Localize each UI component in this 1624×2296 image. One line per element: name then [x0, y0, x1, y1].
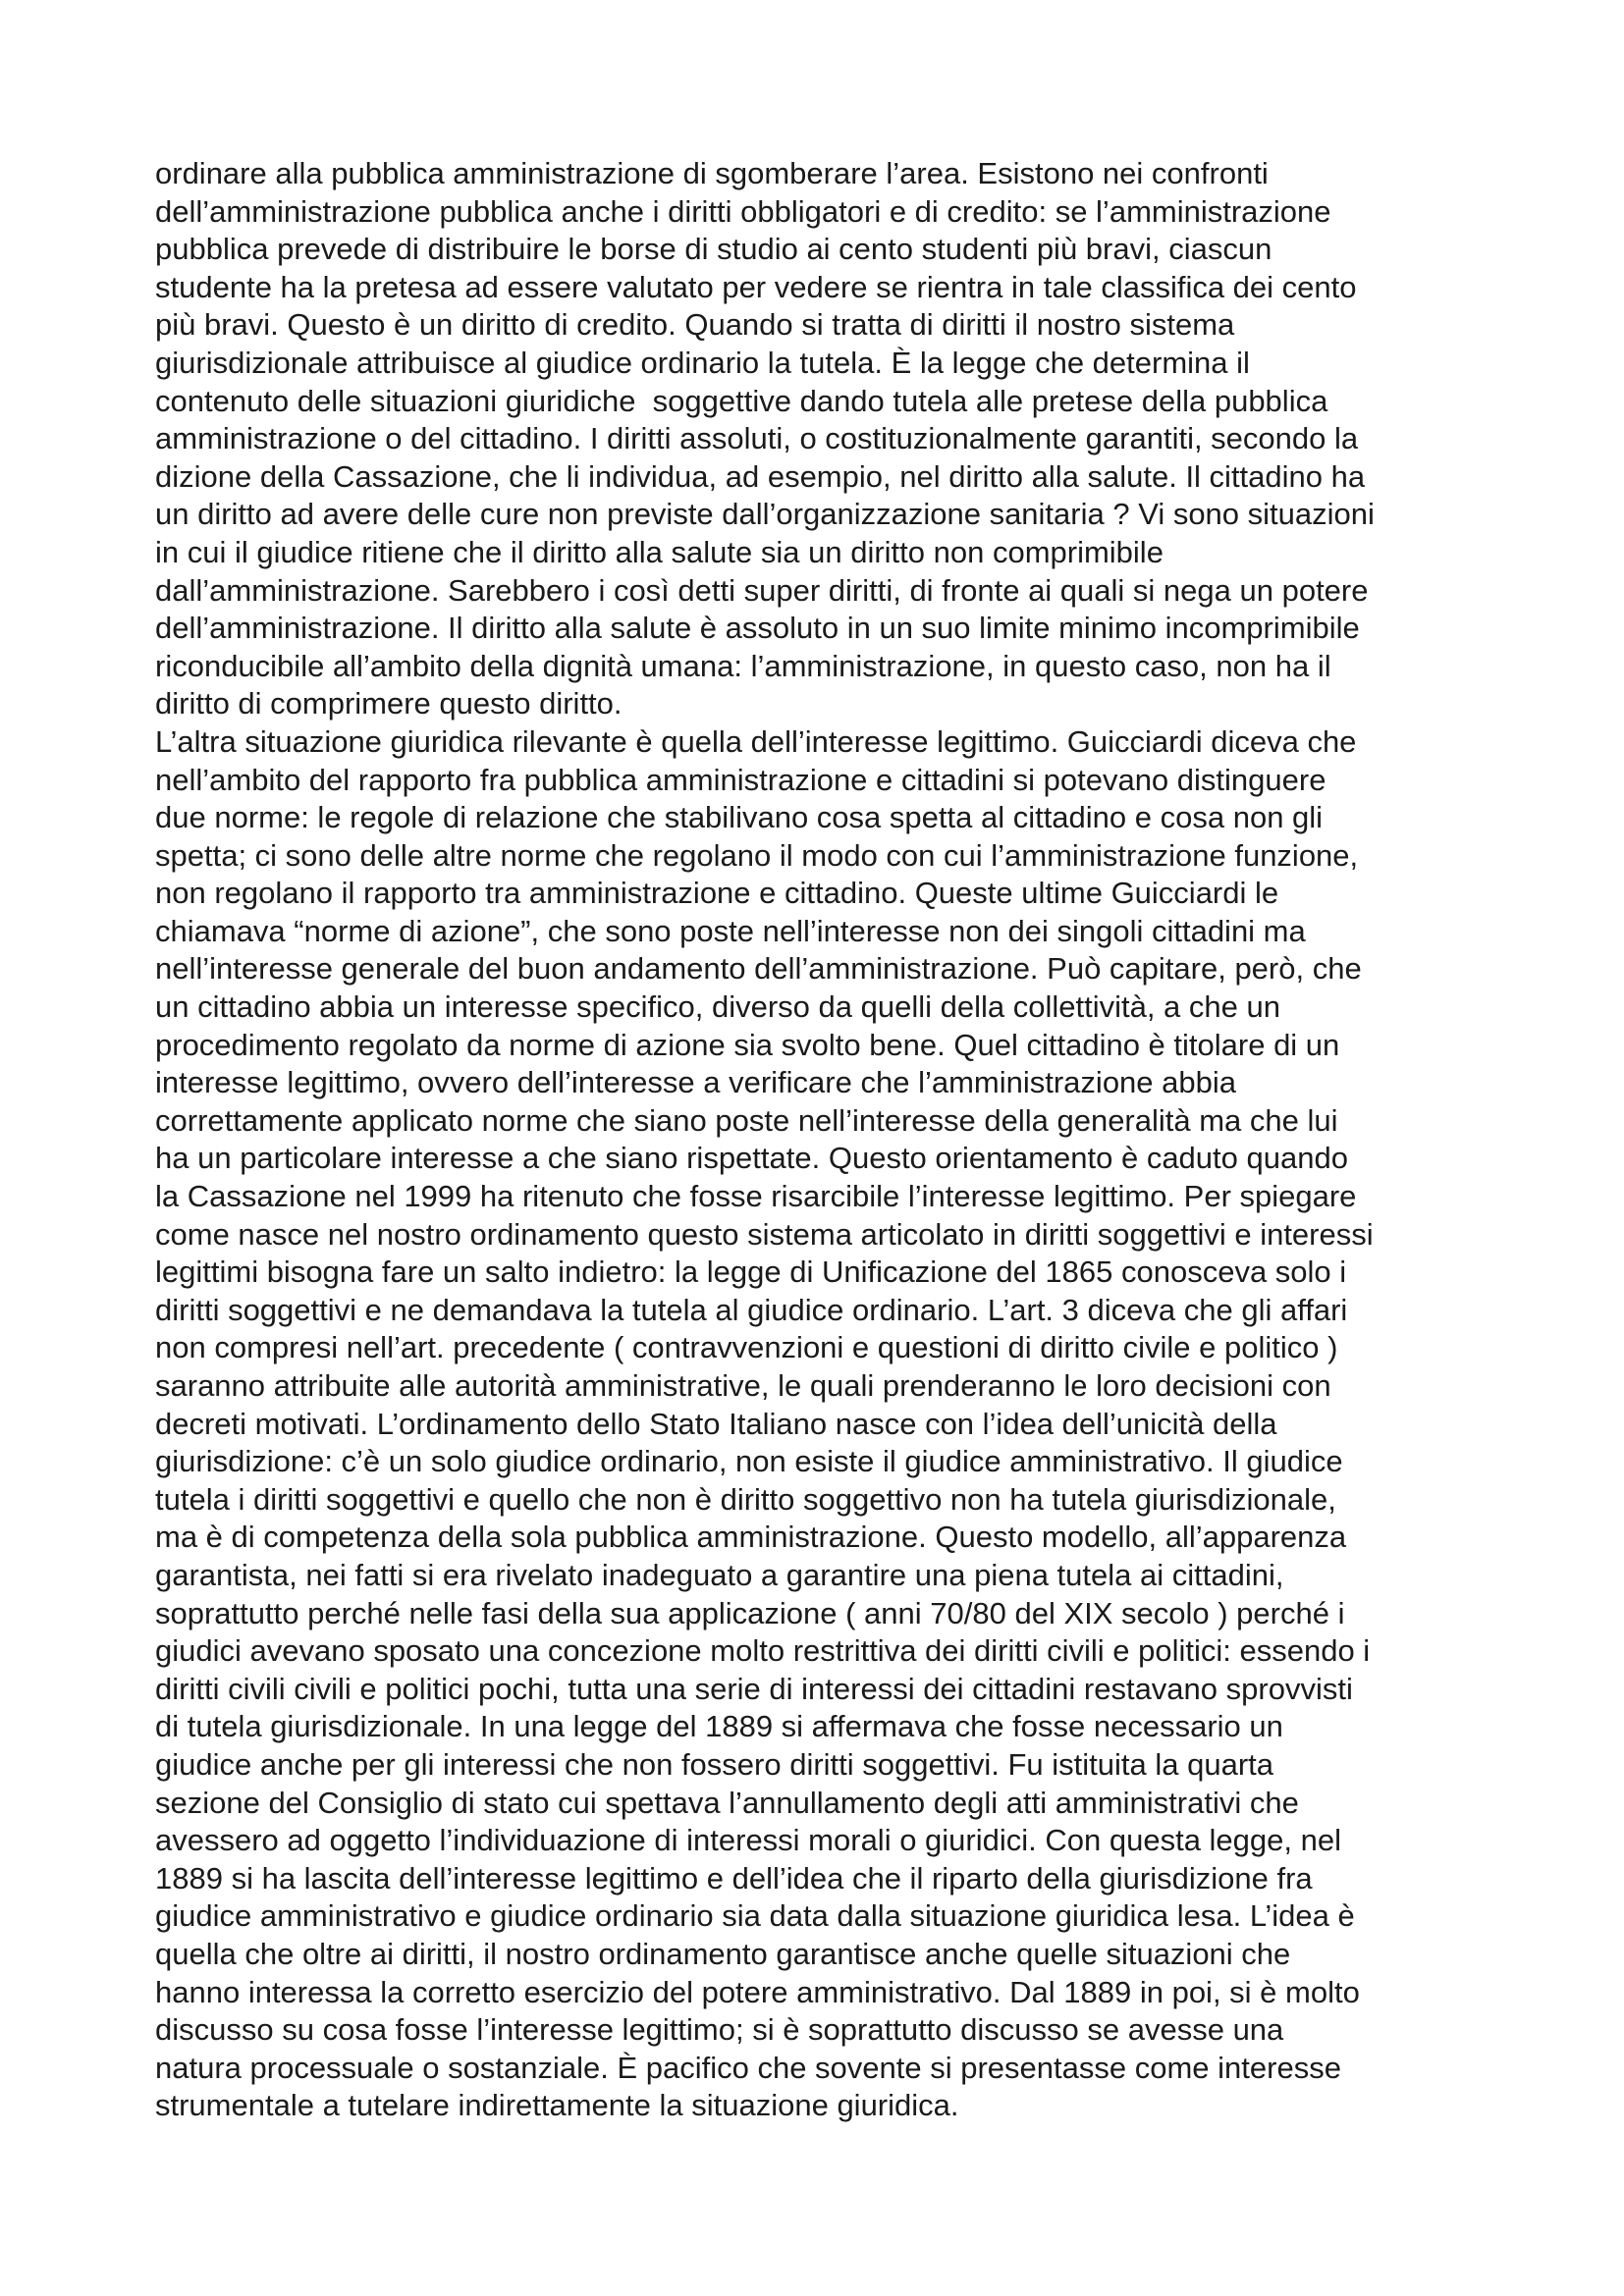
text-line: giudice anche per gli interessi che non fossero diritti soggettivi. Fu istituita la quarta [155, 1746, 1273, 1782]
text-line: giurisdizionale attribuisce al giudice ordinario la tutela. È la legge che determina il [155, 345, 1250, 380]
text-line: come nasce nel nostro ordinamento questo sistema articolato in diritti soggettivi e interessi [155, 1216, 1374, 1252]
text-line: sezione del Consiglio di stato cui spettava l’annullamento degli atti amministrativi che [155, 1785, 1299, 1820]
text-line: chiamava “norme di azione”, che sono poste nell’interesse non dei singoli cittadini ma [155, 913, 1306, 948]
text-line: L’altra situazione giuridica rilevante è quella dell’interesse legittimo. Guicciardi diceva che [155, 723, 1357, 759]
text-line: pubblica prevede di distribuire le borse di studio ai cento studenti più bravi, ciascun [155, 232, 1272, 267]
text-line: interesse legittimo, ovvero dell’interesse a verificare che l’amministrazione abbia [155, 1065, 1236, 1100]
text-line: hanno interessa la corretto esercizio del potere amministrativo. Dal 1889 in poi, si è molto [155, 1974, 1360, 2009]
text-line: spetta; ci sono delle altre norme che regolano il modo con cui l’amministrazione funzione, [155, 837, 1359, 873]
text-line: dell’amministrazione. Il diritto alla salute è assoluto in un suo limite minimo incomprimibile [155, 611, 1360, 646]
text-line: decreti motivati. L’ordinamento dello Stato Italiano nasce con l’idea dell’unicità della [155, 1406, 1277, 1441]
text-line: ha un particolare interesse a che siano rispettate. Questo orientamento è caduto quando [155, 1141, 1348, 1176]
text-line: garantista, nei fatti si era rivelato inadeguato a garantire una piena tutela ai cittadini, [155, 1557, 1284, 1592]
text-line: dall’amministrazione. Sarebbero i così detti super diritti, di fronte ai quali si nega un potere [155, 572, 1369, 608]
text-line: nell’interesse generale del buon andamento dell’amministrazione. Può capitare, però, che [155, 951, 1362, 987]
text-line: soprattutto perché nelle fasi della sua applicazione ( anni 70/80 del XIX secolo ) perché i [155, 1595, 1345, 1630]
text-line: diritti soggettivi e ne demandava la tutela al giudice ordinario. L’art. 3 diceva che gli affari [155, 1292, 1348, 1327]
text-line: non compresi nell’art. precedente ( contravvenzioni e questioni di diritto civile e politico ) [155, 1330, 1338, 1365]
text-line: discusso su cosa fosse l’interesse legittimo; si è soprattutto discusso se avesse una [155, 2012, 1284, 2048]
text-line: contenuto delle situazioni giuridiche soggettive dando tutela alle pretese della pubblica [155, 383, 1328, 418]
text-line: dizione della Cassazione, che li individua, ad esempio, nel diritto alla salute. Il cittadino ha [155, 458, 1366, 494]
text-line: studente ha la pretesa ad essere valutato per vedere se rientra in tale classifica dei cento [155, 269, 1357, 304]
text-line: giurisdizione: c’è un solo giudice ordinario, non esiste il giudice amministrativo. Il giudice [155, 1444, 1343, 1479]
text-line: un cittadino abbia un interesse specifico, diverso da quelli della collettività, a che un [155, 989, 1280, 1025]
text-line: la Cassazione nel 1999 ha ritenuto che fosse risarcibile l’interesse legittimo. Per spiegare [155, 1179, 1357, 1214]
text-line: diritti civili civili e politici pochi, tutta una serie di interessi dei cittadini restavano sprovvisti [155, 1671, 1353, 1706]
text-line: ma è di competenza della sola pubblica amministrazione. Questo modello, all’apparenza [155, 1520, 1347, 1555]
text-line: più bravi. Questo è un diritto di credito. Quando si tratta di diritti il nostro sistema [155, 307, 1235, 343]
text-line: dell’amministrazione pubblica anche i diritti obbligatori e di credito: se l’amministrazione [155, 193, 1331, 229]
text-line: legittimi bisogna fare un salto indietro: la legge di Unificazione del 1865 conosceva solo i [155, 1255, 1347, 1290]
text-line: correttamente applicato norme che siano poste nell’interesse della generalità ma che lui [155, 1102, 1338, 1138]
text-line: ordinare alla pubblica amministrazione di sgomberare l’area. Esistono nei confronti [155, 156, 1269, 190]
text-line: amministrazione o del cittadino. I diritti assoluti, o costituzionalmente garantiti, secondo la [155, 421, 1359, 456]
text-line: non regolano il rapporto tra amministrazione e cittadino. Queste ultime Guicciardi le [155, 876, 1279, 911]
document-page [155, 155, 1490, 2125]
text-line: natura processuale o sostanziale. È pacifico che sovente si presentasse come interesse [155, 2050, 1341, 2085]
text-line: giudici avevano sposato una concezione molto restrittiva dei diritti civili e politici: essendo i [155, 1633, 1371, 1669]
text-line: 1889 si ha lascita dell’interesse legittimo e dell’idea che il riparto della giurisdizione fra [155, 1860, 1313, 1896]
text-line: quella che oltre ai diritti, il nostro ordinamento garantisce anche quelle situazioni che [155, 1936, 1291, 1971]
text-line: strumentale a tutelare indirettamente la situazione giuridica. [155, 2088, 959, 2123]
text-line: due norme: le regole di relazione che stabilivano cosa spetta al cittadino e cosa non gli [155, 800, 1324, 835]
text-line: avessero ad oggetto l’individuazione di interessi morali o giuridici. Con questa legge, nel [155, 1823, 1341, 1858]
text-line: tutela i diritti soggettivi e quello che non è diritto soggettivo non ha tutela giurisdizionale, [155, 1481, 1336, 1517]
text-line: saranno attribuite alle autorità amministrative, le quali prenderanno le loro decisioni con [155, 1368, 1331, 1403]
text-line: in cui il giudice ritiene che il diritto alla salute sia un diritto non comprimibile [155, 534, 1164, 569]
text-line: diritto di comprimere questo diritto. [155, 686, 623, 721]
text-line: un diritto ad avere delle cure non previste dall’organizzazione sanitaria ? Vi sono situazioni [155, 497, 1375, 532]
text-line: procedimento regolato da norme di azione sia svolto bene. Quel cittadino è titolare di un [155, 1027, 1340, 1062]
text-line: nell’ambito del rapporto fra pubblica amministrazione e cittadini si potevano distinguere [155, 762, 1326, 797]
text-line: riconducibile all’ambito della dignità umana: l’amministrazione, in questo caso, non ha il [155, 648, 1331, 683]
text-line: di tutela giurisdizionale. In una legge del 1889 si affermava che fosse necessario un [155, 1709, 1283, 1744]
text-line: giudice amministrativo e giudice ordinario sia data dalla situazione giuridica lesa. L’idea è [155, 1898, 1355, 1934]
